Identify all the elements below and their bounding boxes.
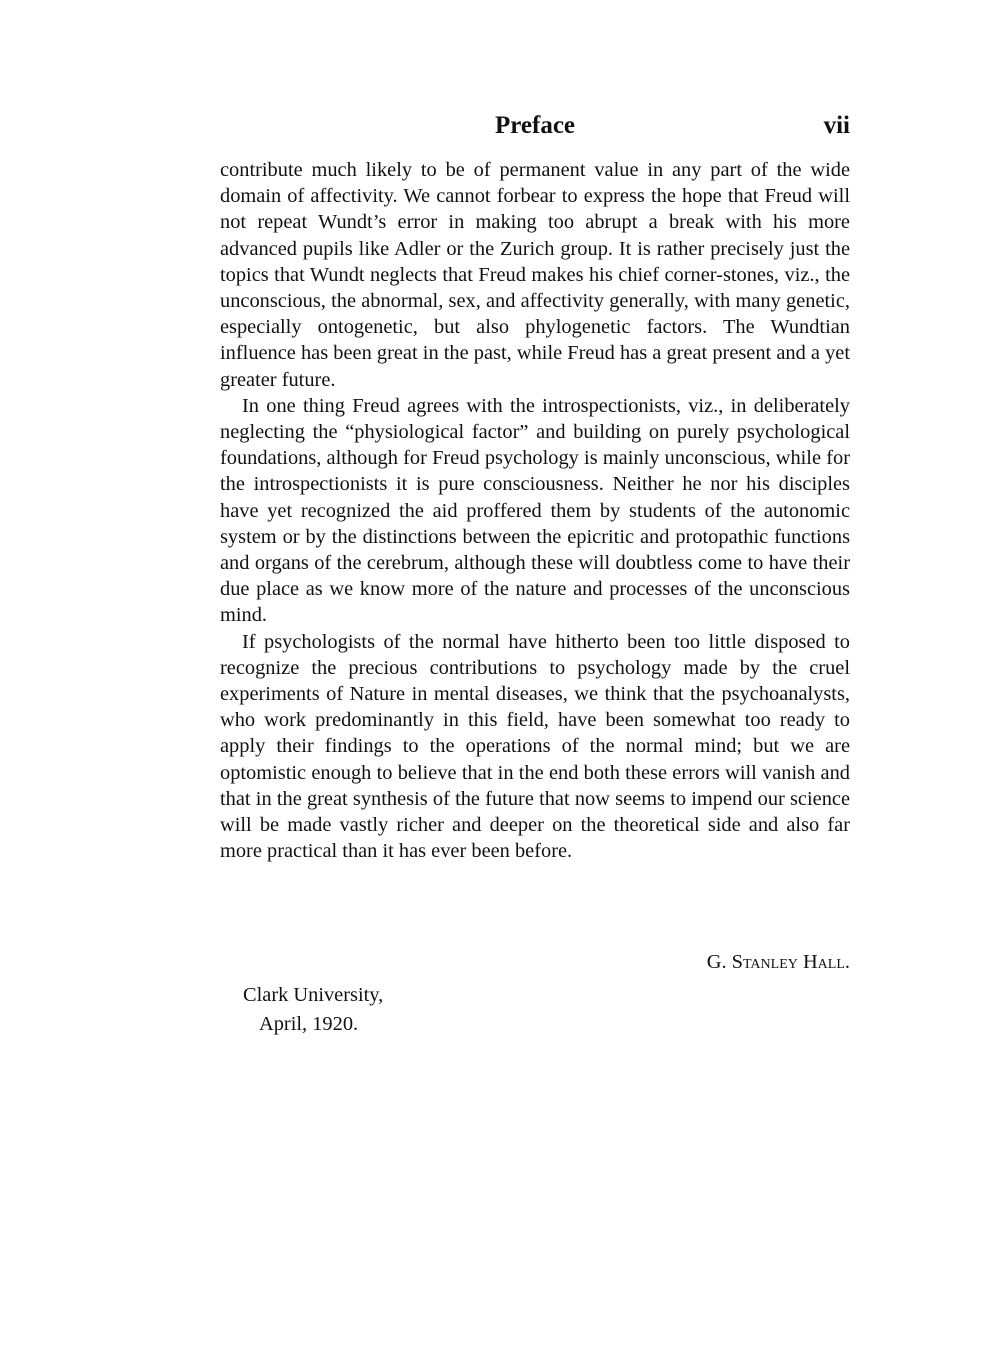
preface-body (220, 157, 850, 864)
page-title: Preface (494, 112, 576, 139)
page-number: vii (823, 112, 850, 139)
paragraph-1: contribute much likely to be of permanent value in any part of the wide domain of affectivity. We cannot forbear to express the hope that Freud will not repeat Wundt’s error in making too abrupt a break with his more advanced pupils like Adler or the Zurich group. It is rather precisely just the topics that Wundt neglects that Freud makes his chief corner-stones, viz., the unconscious, the abnormal, sex, and affectivity generally, with many genetic, especially ontogenetic, but also phylogenetic factors. The Wundtian influence has been great in the past, while Freud has a great present and a yet greater future. (220, 159, 850, 391)
author-name: G. Stanley Hall. (706, 951, 850, 973)
signature-place: Clark University, (243, 984, 384, 1006)
signature-date: April, 1920. (259, 1013, 359, 1035)
paragraph-2: In one thing Freud agrees with the introspectionists, viz., in deliberately neglecting the “physiological factor” and building on purely psychological foundations, although for Freud psychology is mainly unconscious, while for the introspectionists it is pure consciousness. Neither he nor his disciples have yet recognized the aid proffered them by students of the autonomic system or by the distinctions between the epicritic and protopathic functions and organs of the cerebrum, although these will doubtless come to have their due place as we know more of the nature and processes of the unconscious mind. (220, 394, 850, 627)
author-signature (220, 949, 850, 975)
running-head (220, 108, 850, 144)
paragraph-3: If psychologists of the normal have hitherto been too little disposed to recognize the precious contributions to psychology made by the cruel experiments of Nature in mental diseases, we think that the psychoanalysts, who work predominantly in this field, have been somewhat too ready to apply their findings to the operations of the normal mind; but we are optomistic enough to believe that in the end both these errors will vanish and that in the great synthesis of the future that now seems to impend our science will be made vastly richer and deeper on the theoretical side and also far more practical than it has ever been before. (220, 630, 850, 863)
